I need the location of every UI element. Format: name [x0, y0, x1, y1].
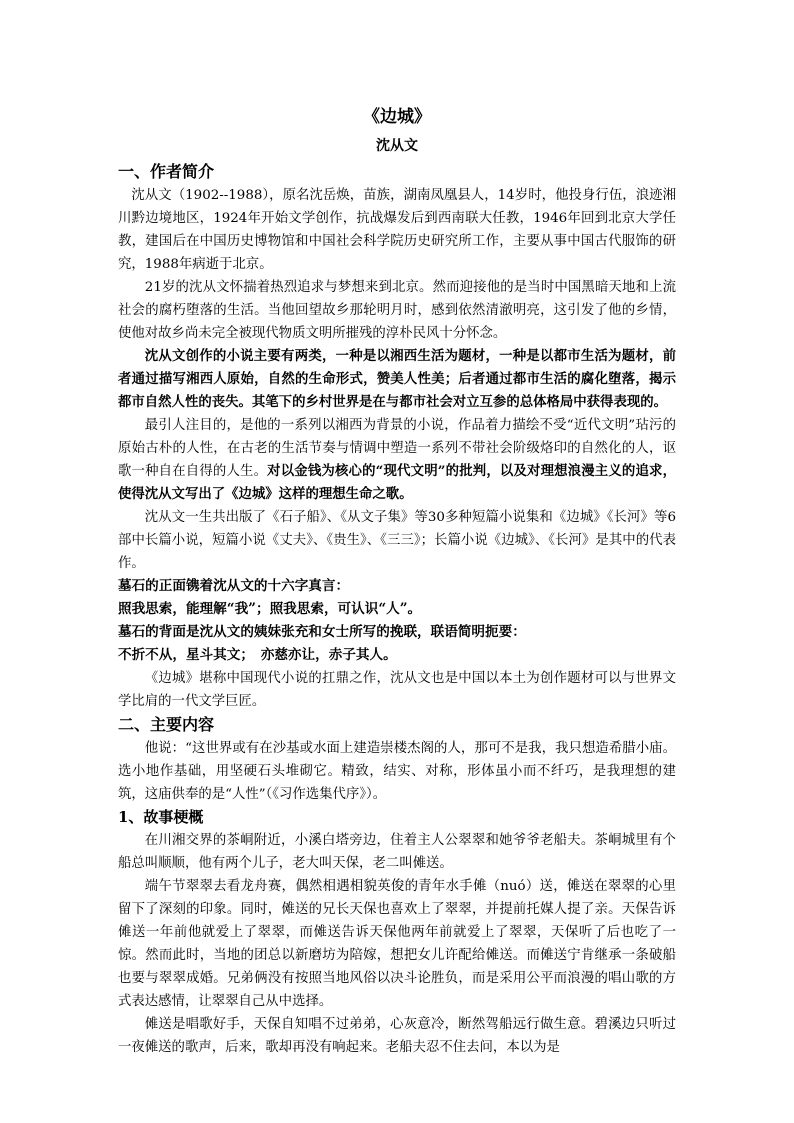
paragraph-biography: 沈从文（1902--1988），原名沈岳焕，苗族，湖南凤凰县人，14岁时，他投身行伍，浪迹湘川黔边境地区，1924年开始文学创作，抗战爆发后到西南联大任教，1946年回到北京大学任教，建国后在中国历史博物馆和中国社会科学院历史研究所工作，主要从事中国古代服饰的研究，1988年病逝于北京。 [118, 188, 676, 272]
paragraph-singing: 傩送是唱歌好手，天保自知唱不过弟弟，心灰意冷，断然驾船远行做生意。碧溪边只听过一夜傩送的歌声，后来，歌却再没有响起来。老船夫忍不住去问，本以为是 [118, 1017, 676, 1055]
paragraph-dragon-boat: 端午节翠翠去看龙舟赛，偶然相遇相貌英俊的青年水手傩（nuó）送，傩送在翠翠的心里留下了深刻的印象。同时，傩送的兄长天保也喜欢上了翠翠，并提前托媒人提了亲。天保告诉傩送一年前他就爱上了翠翠，而傩送告诉天保他两年前就爱上了翠翠，天保听了后也吃了一惊。然而此时，当地的团总以新磨坊为陪嫁，想把女儿许配给傩送。而傩送宁肯继承一条破船也要与翠翠成婚。兄弟俩没有按照当地风俗以决斗论胜负，而是采用公平而浪漫的唱山歌的方式表达感情，让翠翠自己从中选择。 [118, 879, 676, 1009]
document-body [118, 104, 676, 1059]
paragraph-xiangxi-text: 最引人注目的，是他的一系列以湘西为背景的小说，作品着力描绘不受“近代文明”玷污的原始古朴的人性，在古老的生活节奏与情调中塑造一系列不带社会阶级烙印的自然化的人，讴歌一种自在自得的人生。 [118, 418, 676, 479]
paragraph-works: 沈从文一生共出版了《石子船》、《从文子集》等30多种短篇小说集和《边城》《长河》等6部中长篇小说，短篇小说《丈夫》、《贵生》、《三三》；长篇小说《边城》、《长河》是其中的代表作。 [118, 510, 676, 571]
section-heading-main-content: 二、主要内容 [118, 715, 215, 734]
tombstone-front-motto: 照我思索，能理解“我”；照我思索，可认识“人”。 [118, 601, 422, 617]
tombstone-front-intro: 墓石的正面镌着沈从文的十六字真言： [118, 578, 350, 594]
paragraph-setting: 在川湘交界的茶峒附近，小溪白塔旁边，住着主人公翠翠和她爷爷老船夫。茶峒城里有个船总叫顺顺，他有两个儿子，老大叫天保，老二叫傩送。 [118, 833, 676, 871]
document-author: 沈从文 [376, 138, 418, 154]
document-title: 《边城》 [363, 107, 431, 127]
subsection-heading-story-summary: 1、故事梗概 [118, 808, 204, 826]
paragraph-xiangxi-novels [118, 414, 676, 506]
paragraph-beijing: 21岁的沈从文怀揣着热烈追求与梦想来到北京。然而迎接他的是当时中国黑暗天地和上流社会的腐朽堕落的生活。当他回望故乡那轮明月时，感到依然清澈明亮，这引发了他的乡情，使他对故乡尚未完全被现代物质文明所摧残的淳朴民风十分怀念。 [118, 280, 676, 341]
tombstone-back-couplet: 不折不从，星斗其文； 亦慈亦让，赤子其人。 [118, 647, 397, 663]
paragraph-novel-types: 沈从文创作的小说主要有两类，一种是以湘西生活为题材，一种是以都市生活为题材，前者通过描写湘西人原始，自然的生命形式，赞美人性美；后者通过都市生活的腐化堕落，揭示都市自然人性的丧失。其笔下的乡村世界是在与都市社会对立互参的总体格局中获得表现的。 [118, 348, 676, 410]
tombstone-back-intro: 墓石的背面是沈从文的姨妹张充和女士所写的挽联，联语简明扼要： [118, 624, 526, 640]
paragraph-quote: 他说：“这世界或有在沙基或水面上建造崇楼杰阁的人，那可不是我，我只想造希腊小庙。选小地作基础，用坚硬石头堆砌它。精致，结实、对称，形体虽小而不纤巧，是我理想的建筑，这庙供奉的是“人性”（《习作选集代序》）。 [118, 741, 676, 802]
section-heading-author-intro: 一、作者简介 [118, 162, 215, 181]
paragraph-masterpiece: 《边城》堪称中国现代小说的扛鼎之作，沈从文也是中国以本土为创作题材可以与世界文学比肩的一代文学巨匠。 [118, 671, 676, 709]
paragraph-xiangxi-bold: 对以金钱为核心的“现代文明”的批判，以及对理想浪漫主义的追求，使得沈从文写出了《边城》这样的理想生命之歌。 [118, 463, 677, 502]
